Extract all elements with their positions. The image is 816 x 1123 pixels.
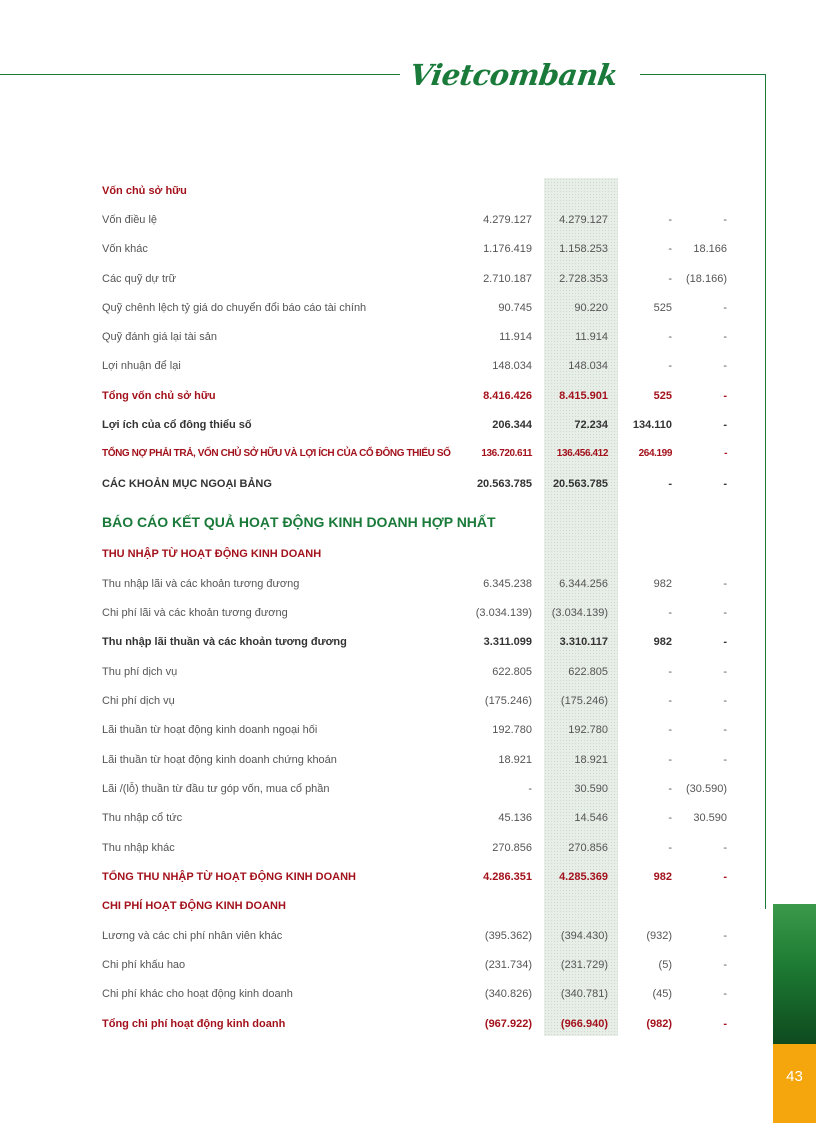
minority-interest-row: Lợi ích của cổ đông thiểu số 206.344 72.234 134.110 - — [102, 419, 727, 431]
section-title-expenses: CHI PHÍ HOẠT ĐỘNG KINH DOANH — [102, 900, 286, 912]
grand-total-row: TỔNG NỢ PHẢI TRẢ, VỐN CHỦ SỞ HỮU VÀ LỢI ÍCH CỦA CỔ ĐÔNG THIỂU SỐ 136.720.611 136.456.412 264.199 - — [102, 448, 727, 459]
table-row: Quỹ chênh lệch tỷ giá do chuyển đổi báo cáo tài chính 90.745 90.220 525 - — [102, 302, 727, 314]
page-number: 43 — [786, 1068, 803, 1085]
table-row: Lãi thuần từ hoạt động kinh doanh chứng khoán 18.921 18.921 - - — [102, 754, 727, 766]
income-statement-title: BÁO CÁO KẾT QUẢ HOẠT ĐỘNG KINH DOANH HỢP NHẤT — [102, 514, 496, 530]
table-row: Vốn khác 1.176.419 1.158.253 - 18.166 — [102, 243, 727, 255]
table-row: Quỹ đánh giá lại tài sản 11.914 11.914 - - — [102, 331, 727, 343]
net-interest-row: Thu nhập lãi thuần và các khoản tương đương 3.311.099 3.310.117 982 - — [102, 636, 727, 648]
total-row-expenses: Tổng chi phí hoạt động kinh doanh (967.922) (966.940) (982) - — [102, 1018, 727, 1030]
table-row: Chi phí khác cho hoạt động kinh doanh (340.826) (340.781) (45) - — [102, 988, 727, 1000]
table-row: Lương và các chi phí nhân viên khác (395.362) (394.430) (932) - — [102, 930, 727, 942]
table-row: Lợi nhuận để lại 148.034 148.034 - - — [102, 360, 727, 372]
table-row: Thu nhập cổ tức 45.136 14.546 - 30.590 — [102, 812, 727, 824]
header-rule-left — [0, 74, 400, 75]
table-row: Lãi thuần từ hoạt động kinh doanh ngoại hối 192.780 192.780 - - — [102, 724, 727, 736]
table-row: Vốn điều lệ 4.279.127 4.279.127 - - — [102, 214, 727, 226]
table-row: Các quỹ dự trữ 2.710.187 2.728.353 - (18.166) — [102, 273, 727, 285]
total-row-equity: Tổng vốn chủ sở hữu 8.416.426 8.415.901 525 - — [102, 390, 727, 402]
off-balance-row: CÁC KHOẢN MỤC NGOẠI BẢNG 20.563.785 20.563.785 - - — [102, 478, 727, 490]
section-title-income: THU NHẬP TỪ HOẠT ĐỘNG KINH DOANH — [102, 548, 322, 560]
table-row: Chi phí dịch vụ (175.246) (175.246) - - — [102, 695, 727, 707]
vietcombank-logo: Vietcombank — [407, 58, 620, 92]
total-row-income: TỔNG THU NHẬP TỪ HOẠT ĐỘNG KINH DOANH 4.286.351 4.285.369 982 - — [102, 871, 727, 883]
table-row: Chi phí lãi và các khoản tương đương (3.034.139) (3.034.139) - - — [102, 607, 727, 619]
table-row: Chi phí khấu hao (231.734) (231.729) (5) - — [102, 959, 727, 971]
header-rule-right — [640, 74, 766, 75]
section-title-equity: Vốn chủ sở hữu — [102, 185, 187, 197]
table-row: Lãi /(lỗ) thuần từ đầu tư góp vốn, mua cổ phần - 30.590 - (30.590) — [102, 783, 727, 795]
table-row: Thu nhập lãi và các khoản tương đương 6.345.238 6.344.256 982 - — [102, 578, 727, 590]
table-row: Thu nhập khác 270.856 270.856 - - — [102, 842, 727, 854]
table-row: Thu phí dịch vụ 622.805 622.805 - - — [102, 666, 727, 678]
